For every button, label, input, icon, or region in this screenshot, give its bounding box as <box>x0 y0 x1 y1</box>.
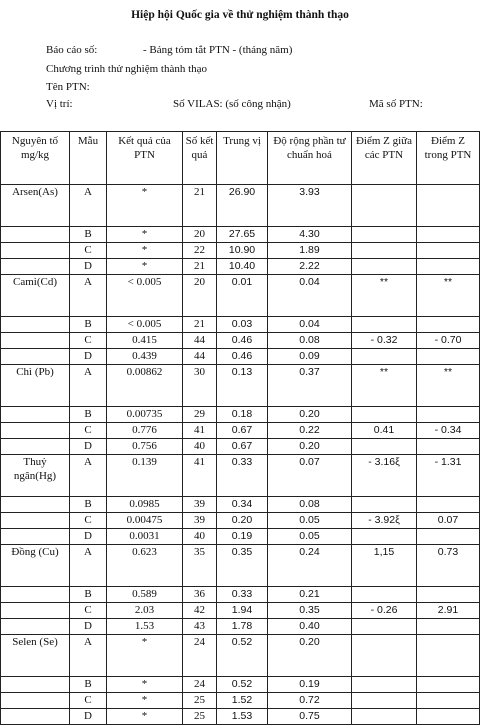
cell-z-within-lab <box>417 709 480 725</box>
cell-result-count: 21 <box>183 185 217 227</box>
cell-lab-result: 0.415 <box>107 333 183 349</box>
cell-normalized-iqr: 0.20 <box>268 635 352 677</box>
cell-normalized-iqr: 0.21 <box>268 587 352 603</box>
cell-lab-result: 0.439 <box>107 349 183 365</box>
cell-lab-result: * <box>107 709 183 725</box>
cell-sample: B <box>70 587 107 603</box>
table-row <box>1 365 480 407</box>
cell-z-between-labs <box>352 185 417 227</box>
cell-result-count: 25 <box>183 693 217 709</box>
cell-median: 0.67 <box>217 423 268 439</box>
cell-z-between-labs <box>352 677 417 693</box>
table-row <box>1 439 480 455</box>
cell-z-between-labs <box>352 709 417 725</box>
cell-z-between-labs <box>352 317 417 333</box>
results-table <box>0 131 480 725</box>
cell-z-within-lab <box>417 349 480 365</box>
table-row <box>1 545 480 587</box>
cell-element-empty <box>1 587 70 603</box>
table-row <box>1 603 480 619</box>
document-title: Hiệp hội Quốc gia về thử nghiệm thành thạo <box>131 9 349 21</box>
table-header-row <box>1 132 480 185</box>
cell-normalized-iqr: 0.09 <box>268 349 352 365</box>
cell-sample: B <box>70 317 107 333</box>
cell-result-count: 24 <box>183 677 217 693</box>
cell-result-count: 41 <box>183 423 217 439</box>
cell-sample: C <box>70 693 107 709</box>
cell-sample: B <box>70 227 107 243</box>
cell-z-between-labs: 1,15 <box>352 545 417 587</box>
cell-lab-result: * <box>107 243 183 259</box>
cell-result-count: 35 <box>183 545 217 587</box>
cell-lab-result: 0.776 <box>107 423 183 439</box>
table-row <box>1 407 480 423</box>
cell-z-within-lab <box>417 677 480 693</box>
cell-median: 0.20 <box>217 513 268 529</box>
cell-median: 0.35 <box>217 545 268 587</box>
cell-normalized-iqr: 0.40 <box>268 619 352 635</box>
cell-median: 0.33 <box>217 587 268 603</box>
cell-normalized-iqr: 0.05 <box>268 513 352 529</box>
cell-z-between-labs: - 3.16ξ <box>352 455 417 497</box>
cell-lab-result: 0.00475 <box>107 513 183 529</box>
cell-normalized-iqr: 0.19 <box>268 677 352 693</box>
cell-normalized-iqr: 4.30 <box>268 227 352 243</box>
cell-lab-result: 0.00735 <box>107 407 183 423</box>
cell-lab-result: 0.589 <box>107 587 183 603</box>
cell-element-empty <box>1 333 70 349</box>
cell-result-count: 40 <box>183 529 217 545</box>
cell-median: 0.13 <box>217 365 268 407</box>
cell-z-within-lab <box>417 227 480 243</box>
report-number-label: Báo cáo số: <box>46 44 98 56</box>
cell-sample: C <box>70 603 107 619</box>
cell-sample: D <box>70 619 107 635</box>
cell-element-empty <box>1 407 70 423</box>
cell-normalized-iqr: 0.37 <box>268 365 352 407</box>
cell-sample: D <box>70 709 107 725</box>
cell-element-empty <box>1 693 70 709</box>
lab-code-label: Mã số PTN: <box>369 98 423 110</box>
cell-median: 1.52 <box>217 693 268 709</box>
cell-median: 0.01 <box>217 275 268 317</box>
cell-sample: B <box>70 407 107 423</box>
cell-z-within-lab: - 0.70 <box>417 333 480 349</box>
header-z-within-lab: Điểm Z trong PTN <box>417 132 480 185</box>
cell-z-between-labs <box>352 587 417 603</box>
cell-sample: C <box>70 423 107 439</box>
cell-lab-result: 0.0031 <box>107 529 183 545</box>
cell-result-count: 36 <box>183 587 217 603</box>
cell-normalized-iqr: 0.07 <box>268 455 352 497</box>
cell-element: Đồng (Cu) <box>1 545 70 587</box>
cell-result-count: 20 <box>183 275 217 317</box>
cell-median: 26.90 <box>217 185 268 227</box>
table-row <box>1 619 480 635</box>
cell-z-within-lab <box>417 185 480 227</box>
cell-z-within-lab <box>417 243 480 259</box>
cell-z-between-labs <box>352 439 417 455</box>
header-lab-result: Kết quả của PTN <box>107 132 183 185</box>
cell-element: Cami(Cd) <box>1 275 70 317</box>
cell-normalized-iqr: 0.35 <box>268 603 352 619</box>
cell-z-between-labs <box>352 227 417 243</box>
cell-result-count: 39 <box>183 497 217 513</box>
cell-median: 1.94 <box>217 603 268 619</box>
cell-median: 0.52 <box>217 677 268 693</box>
cell-z-between-labs <box>352 693 417 709</box>
cell-median: 0.19 <box>217 529 268 545</box>
table-row <box>1 513 480 529</box>
cell-result-count: 24 <box>183 635 217 677</box>
cell-z-between-labs <box>352 635 417 677</box>
cell-element-empty <box>1 529 70 545</box>
cell-sample: C <box>70 243 107 259</box>
location-label: Vị trí: <box>46 98 73 110</box>
table-row <box>1 333 480 349</box>
cell-z-within-lab <box>417 619 480 635</box>
header-normalized-iqr: Độ rộng phần tư chuẩn hoá <box>268 132 352 185</box>
report-number-value: - Bảng tóm tắt PTN - (tháng năm) <box>143 44 293 56</box>
cell-element-empty <box>1 677 70 693</box>
cell-normalized-iqr: 0.20 <box>268 407 352 423</box>
cell-z-between-labs <box>352 259 417 275</box>
cell-lab-result: 0.00862 <box>107 365 183 407</box>
cell-result-count: 30 <box>183 365 217 407</box>
table-row <box>1 259 480 275</box>
cell-median: 1.78 <box>217 619 268 635</box>
cell-z-within-lab: 2.91 <box>417 603 480 619</box>
header-z-between-labs: Điểm Z giữa các PTN <box>352 132 417 185</box>
cell-lab-result: * <box>107 677 183 693</box>
header-result-count: Số kết quả <box>183 132 217 185</box>
table-row <box>1 529 480 545</box>
cell-normalized-iqr: 0.05 <box>268 529 352 545</box>
cell-result-count: 39 <box>183 513 217 529</box>
cell-result-count: 21 <box>183 259 217 275</box>
cell-result-count: 42 <box>183 603 217 619</box>
table-row <box>1 243 480 259</box>
cell-result-count: 44 <box>183 333 217 349</box>
cell-lab-result: * <box>107 227 183 243</box>
table-row <box>1 693 480 709</box>
cell-normalized-iqr: 0.04 <box>268 275 352 317</box>
cell-median: 27.65 <box>217 227 268 243</box>
table-row <box>1 349 480 365</box>
cell-z-within-lab: ** <box>417 275 480 317</box>
cell-median: 0.03 <box>217 317 268 333</box>
cell-z-between-labs: ** <box>352 275 417 317</box>
cell-z-between-labs: - 0.26 <box>352 603 417 619</box>
cell-lab-result: 1.53 <box>107 619 183 635</box>
cell-normalized-iqr: 0.04 <box>268 317 352 333</box>
cell-normalized-iqr: 0.08 <box>268 497 352 513</box>
cell-median: 0.18 <box>217 407 268 423</box>
cell-z-between-labs: - 0.32 <box>352 333 417 349</box>
cell-sample: A <box>70 455 107 497</box>
cell-z-between-labs <box>352 529 417 545</box>
cell-z-between-labs: 0.41 <box>352 423 417 439</box>
cell-lab-result: < 0.005 <box>107 317 183 333</box>
cell-lab-result: * <box>107 185 183 227</box>
cell-result-count: 44 <box>183 349 217 365</box>
cell-z-between-labs <box>352 407 417 423</box>
cell-lab-result: < 0.005 <box>107 275 183 317</box>
cell-sample: C <box>70 333 107 349</box>
cell-sample: A <box>70 185 107 227</box>
cell-median: 0.33 <box>217 455 268 497</box>
cell-z-within-lab: ** <box>417 365 480 407</box>
cell-element-empty <box>1 709 70 725</box>
cell-z-between-labs: - 3.92ξ <box>352 513 417 529</box>
cell-result-count: 40 <box>183 439 217 455</box>
cell-normalized-iqr: 1.89 <box>268 243 352 259</box>
table-row <box>1 185 480 227</box>
cell-median: 10.40 <box>217 259 268 275</box>
cell-sample: B <box>70 677 107 693</box>
cell-z-within-lab <box>417 587 480 603</box>
cell-lab-result: 0.139 <box>107 455 183 497</box>
cell-element: Arsen(As) <box>1 185 70 227</box>
cell-median: 10.90 <box>217 243 268 259</box>
cell-result-count: 29 <box>183 407 217 423</box>
cell-result-count: 21 <box>183 317 217 333</box>
cell-sample: D <box>70 349 107 365</box>
cell-lab-result: 0.0985 <box>107 497 183 513</box>
cell-element-empty <box>1 439 70 455</box>
cell-z-between-labs <box>352 243 417 259</box>
table-row <box>1 497 480 513</box>
cell-sample: A <box>70 545 107 587</box>
cell-element-empty <box>1 603 70 619</box>
cell-result-count: 25 <box>183 709 217 725</box>
table-row <box>1 635 480 677</box>
table-row <box>1 423 480 439</box>
cell-z-between-labs: ** <box>352 365 417 407</box>
cell-z-within-lab <box>417 635 480 677</box>
cell-median: 0.46 <box>217 333 268 349</box>
cell-element-empty <box>1 259 70 275</box>
cell-normalized-iqr: 0.20 <box>268 439 352 455</box>
cell-z-within-lab <box>417 439 480 455</box>
table-row <box>1 227 480 243</box>
cell-sample: D <box>70 259 107 275</box>
header-sample: Mẫu <box>70 132 107 185</box>
cell-z-within-lab <box>417 259 480 275</box>
cell-sample: A <box>70 275 107 317</box>
table-row <box>1 317 480 333</box>
cell-z-between-labs <box>352 349 417 365</box>
cell-normalized-iqr: 0.22 <box>268 423 352 439</box>
cell-normalized-iqr: 3.93 <box>268 185 352 227</box>
program-name: Chương trình thử nghiệm thành thạo <box>46 63 208 75</box>
cell-lab-result: 0.756 <box>107 439 183 455</box>
cell-z-within-lab <box>417 497 480 513</box>
cell-element-empty <box>1 349 70 365</box>
table-row <box>1 455 480 497</box>
header-median: Trung vị <box>217 132 268 185</box>
table-row <box>1 709 480 725</box>
cell-normalized-iqr: 0.72 <box>268 693 352 709</box>
table-row <box>1 677 480 693</box>
cell-median: 0.67 <box>217 439 268 455</box>
vilas-number-label: Số VILAS: (số công nhận) <box>173 98 291 110</box>
cell-sample: B <box>70 497 107 513</box>
cell-lab-result: * <box>107 259 183 275</box>
cell-element-empty <box>1 513 70 529</box>
cell-element-empty <box>1 317 70 333</box>
cell-median: 0.46 <box>217 349 268 365</box>
cell-element-empty <box>1 243 70 259</box>
cell-lab-result: 0.623 <box>107 545 183 587</box>
cell-z-within-lab: 0.07 <box>417 513 480 529</box>
cell-z-within-lab: - 1.31 <box>417 455 480 497</box>
cell-result-count: 43 <box>183 619 217 635</box>
cell-z-within-lab <box>417 407 480 423</box>
cell-z-within-lab: - 0.34 <box>417 423 480 439</box>
cell-element-empty <box>1 619 70 635</box>
cell-normalized-iqr: 2.22 <box>268 259 352 275</box>
cell-element-empty <box>1 423 70 439</box>
cell-z-within-lab: 0.73 <box>417 545 480 587</box>
cell-result-count: 41 <box>183 455 217 497</box>
cell-element-empty <box>1 227 70 243</box>
cell-median: 0.52 <box>217 635 268 677</box>
cell-sample: A <box>70 365 107 407</box>
lab-name-label: Tên PTN: <box>46 81 90 93</box>
cell-z-within-lab <box>417 529 480 545</box>
header-element: Nguyên tố mg/kg <box>1 132 70 185</box>
cell-result-count: 22 <box>183 243 217 259</box>
cell-lab-result: * <box>107 635 183 677</box>
cell-z-between-labs <box>352 497 417 513</box>
cell-element: Thuỷ ngân(Hg) <box>1 455 70 497</box>
cell-lab-result: 2.03 <box>107 603 183 619</box>
cell-normalized-iqr: 0.75 <box>268 709 352 725</box>
table-row <box>1 275 480 317</box>
cell-element: Chì (Pb) <box>1 365 70 407</box>
cell-element-empty <box>1 497 70 513</box>
cell-result-count: 20 <box>183 227 217 243</box>
cell-sample: D <box>70 439 107 455</box>
cell-element: Selen (Se) <box>1 635 70 677</box>
cell-median: 1.53 <box>217 709 268 725</box>
cell-z-between-labs <box>352 619 417 635</box>
cell-normalized-iqr: 0.08 <box>268 333 352 349</box>
table-row <box>1 587 480 603</box>
cell-sample: D <box>70 529 107 545</box>
cell-z-within-lab <box>417 693 480 709</box>
table-body <box>1 185 480 725</box>
cell-normalized-iqr: 0.24 <box>268 545 352 587</box>
cell-median: 0.34 <box>217 497 268 513</box>
cell-lab-result: * <box>107 693 183 709</box>
cell-sample: C <box>70 513 107 529</box>
cell-sample: A <box>70 635 107 677</box>
cell-z-within-lab <box>417 317 480 333</box>
